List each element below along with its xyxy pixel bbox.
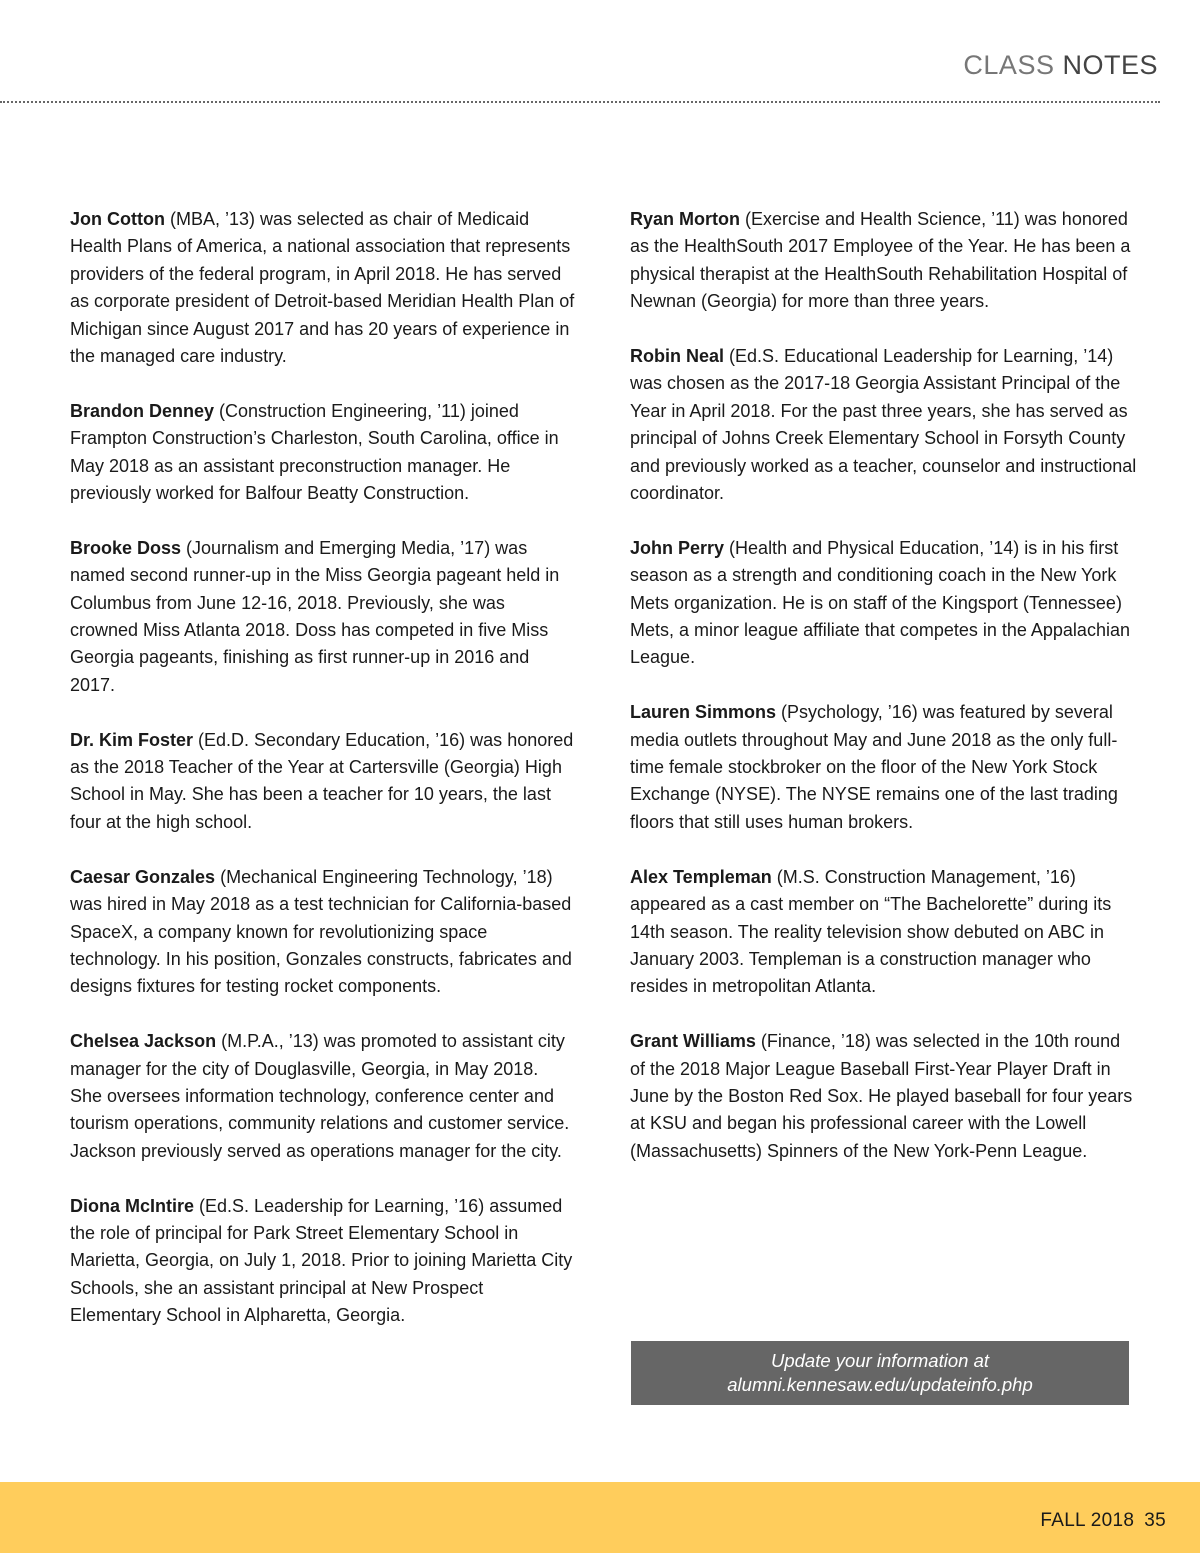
- class-note-entry: [630, 1028, 1140, 1165]
- class-note-entry: [70, 535, 575, 699]
- alumnus-name: Brooke Doss: [70, 537, 182, 558]
- alumnus-name: Robin Neal: [630, 346, 725, 367]
- entry-text: (Ed.S. Educational Leadership for Learning, ’14) was chosen as the 2017-18 Georgia Assistant Principal of the Year in April 2018. For the past three years, she has served as principal of Johns Creek Elementary School in Forsyth County and previously worked as a teacher, counselor and instructional coordinator.: [630, 346, 1137, 504]
- alumnus-name: Lauren Simmons: [630, 702, 777, 723]
- class-note-entry: [70, 864, 575, 1001]
- update-info-text: Update your information at: [770, 1350, 989, 1371]
- alumnus-name: Brandon Denney: [70, 400, 215, 421]
- issue-label: FALL 2018: [1040, 1510, 1135, 1531]
- footer-band: [0, 1482, 1200, 1553]
- section-title-bold: NOTES: [1062, 50, 1158, 80]
- alumnus-name: Caesar Gonzales: [70, 866, 216, 887]
- entry-text: (Construction Engineering, ’11) joined Frampton Construction’s Charleston, South Carolina, office in May 2018 as an assistant preconstruction manager. He previously worked for Balfour Beatty Construction.: [70, 400, 559, 504]
- entry-text: (Ed.S. Leadership for Learning, ’16) assumed the role of principal for Park Street Elementary School in Marietta, Georgia, on July 1, 2018. Prior to joining Marietta City Schools, she an assistant principal at New Prospect Elementary School in Alpharetta, Georgia.: [70, 1195, 573, 1326]
- class-note-entry: [70, 206, 575, 370]
- header-divider: [0, 101, 1160, 103]
- entry-text: (Mechanical Engineering Technology, ’18) was hired in May 2018 as a test technician for California-based SpaceX, a company known for revolutionizing space technology. In his position, Gonzales constructs, fabricates and designs fixtures for testing rocket components.: [70, 866, 572, 997]
- entry-text: (Exercise and Health Science, ’11) was honored as the HealthSouth 2017 Employee of the Year. He has been a physical therapist at the HealthSouth Rehabilitation Hospital of Newnan (Georgia) for more than three years.: [630, 209, 1131, 312]
- class-note-entry: [630, 864, 1140, 1001]
- right-column: [630, 206, 1140, 1193]
- class-note-entry: [70, 1193, 575, 1330]
- class-note-entry: [630, 535, 1140, 672]
- class-note-entry: [70, 727, 575, 837]
- alumnus-name: Diona McIntire: [70, 1195, 195, 1216]
- class-note-entry: [630, 206, 1140, 316]
- entry-text: (Finance, ’18) was selected in the 10th round of the 2018 Major League Baseball First-Year Player Draft in June by the Boston Red Sox. He played baseball for four years at KSU and began his professional career with the Lowell (Massachusetts) Spinners of the New York-Penn League.: [630, 1031, 1133, 1161]
- class-note-entry: [70, 1028, 575, 1165]
- alumnus-name: Ryan Morton: [630, 209, 740, 229]
- section-title: [963, 50, 1158, 81]
- page-number: 35: [1144, 1510, 1166, 1531]
- alumnus-name: John Perry: [630, 537, 725, 558]
- class-note-entry: [630, 343, 1140, 507]
- entry-text: (Health and Physical Education, ’14) is in his first season as a strength and conditioning coach in the New York Mets organization. He is on staff of the Kingsport (Tennessee) Mets, a minor league affiliate that competes in the Appalachian League.: [630, 537, 1130, 668]
- class-note-entry: [70, 398, 575, 508]
- entry-text: (Journalism and Emerging Media, ’17) was named second runner-up in the Miss Georgia pageant held in Columbus from June 12-16, 2018. Previously, she was crowned Miss Atlanta 2018. Doss has competed in five Miss Georgia pageants, finishing as first runner-up in 2016 and 2017.: [70, 537, 560, 695]
- footer-folio: [1040, 1510, 1166, 1532]
- entry-text: (M.P.A., ’13) was promoted to assistant city manager for the city of Douglasville, Georgia, in May 2018. She oversees information technology, conference center and tourism operations, community relations and customer service. Jackson previously served as operations manager for the city.: [70, 1031, 570, 1161]
- alumnus-name: Chelsea Jackson: [70, 1031, 217, 1052]
- left-column: [70, 206, 575, 1357]
- alumnus-name: Grant Williams: [630, 1031, 756, 1052]
- section-title-light: CLASS: [963, 50, 1055, 80]
- alumnus-name: Dr. Kim Foster: [70, 729, 194, 750]
- entry-text: (MBA, ’13) was selected as chair of Medicaid Health Plans of America, a national association that represents providers of the federal program, in April 2018. He has served as corporate president of Detroit-based Meridian Health Plan of Michigan since August 2017 and has 20 years of experience in the managed care industry.: [70, 209, 575, 367]
- update-info-callout: [631, 1341, 1129, 1405]
- class-note-entry: [630, 699, 1140, 836]
- entry-text: (Ed.D. Secondary Education, ’16) was honored as the 2018 Teacher of the Year at Cartersville (Georgia) High School in May. She has been a teacher for 10 years, the last four at the high school.: [70, 729, 574, 832]
- alumnus-name: Jon Cotton: [70, 209, 165, 229]
- alumnus-name: Alex Templeman: [630, 866, 772, 887]
- update-info-url[interactable]: alumni.kennesaw.edu/updateinfo.php: [727, 1374, 1033, 1395]
- entry-text: (Psychology, ’16) was featured by several media outlets throughout May and June 2018 as the only full-time female stockbroker on the floor of the New York Stock Exchange (NYSE). The NYSE remains one of the last trading floors that still uses human brokers.: [630, 702, 1118, 832]
- entry-text: (M.S. Construction Management, ’16) appeared as a cast member on “The Bachelorette” during its 14th season. The reality television show debuted on ABC in January 2003. Templeman is a construction manager who resides in metropolitan Atlanta.: [630, 866, 1112, 997]
